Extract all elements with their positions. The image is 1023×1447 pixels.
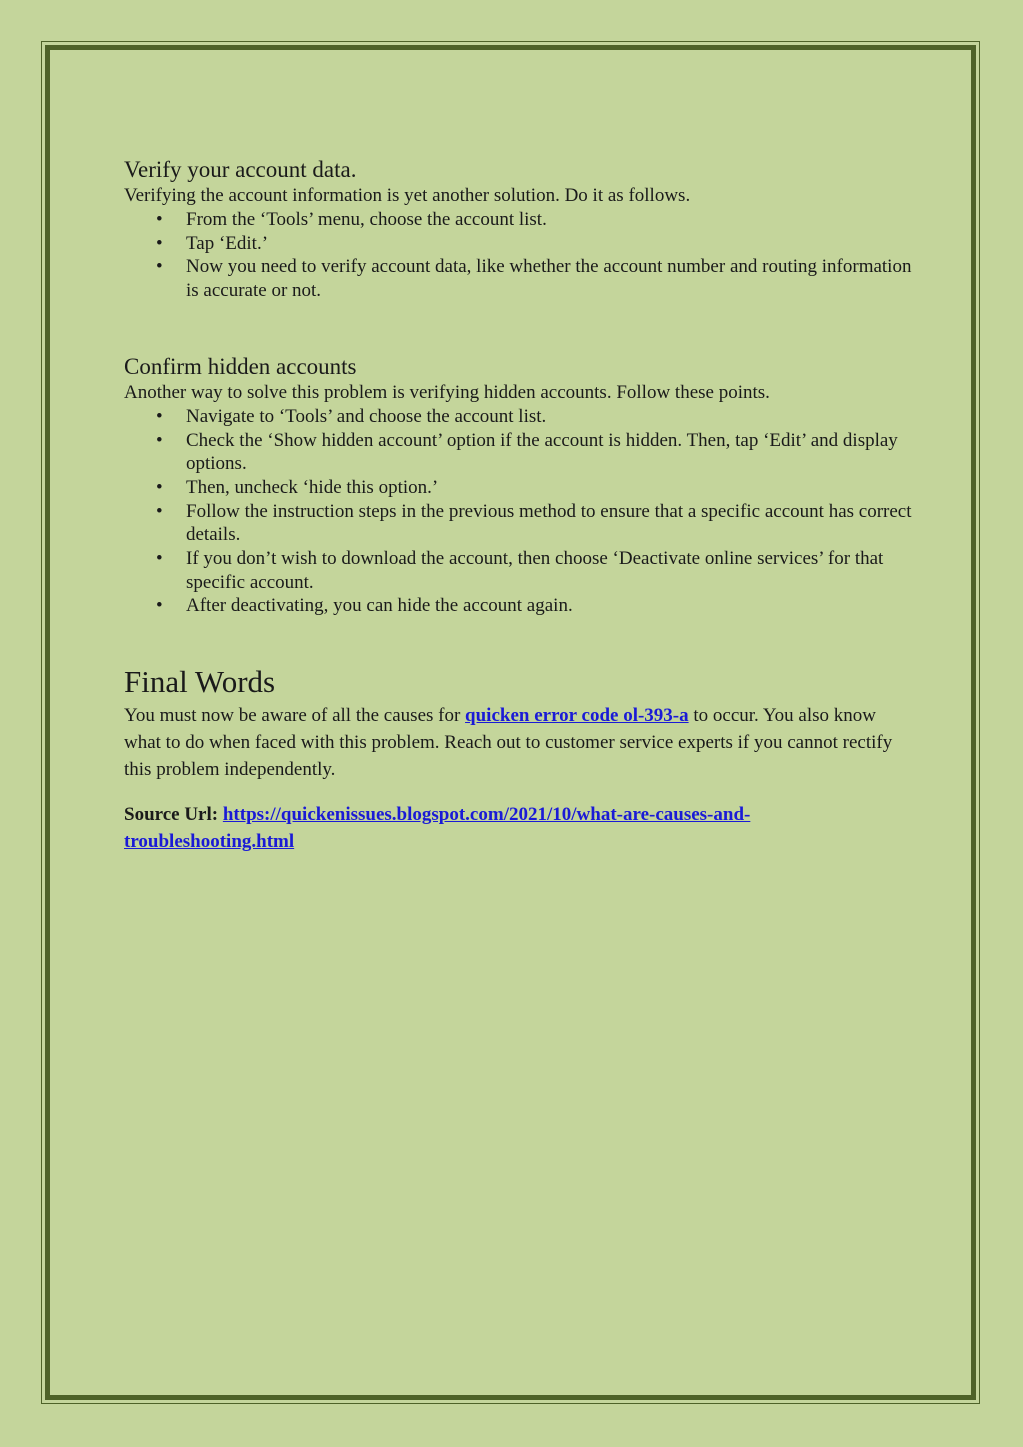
bullet-icon: •: [156, 405, 163, 427]
final-text-start: You must now be aware of all the causes for: [124, 705, 466, 727]
list-item: [124, 232, 914, 256]
bullet-icon: •: [156, 476, 163, 498]
bullet-icon: •: [156, 500, 163, 522]
final-paragraph: [124, 702, 914, 783]
list-item-text: Check the ‘Show hidden account’ option if the account is hidden. Then, tap ‘Edit’ and display options.: [186, 429, 898, 475]
document-content: [124, 156, 914, 855]
bullet-list: [124, 208, 914, 303]
section-heading: Verify your account data.: [124, 157, 357, 182]
source-url-line: [124, 801, 914, 855]
final-words-heading: Final Words: [124, 664, 276, 700]
section-intro: Verifying the account information is yet another solution. Do it as follows.: [124, 185, 691, 206]
bullet-icon: •: [156, 548, 163, 570]
list-item-text: Tap ‘Edit.’: [186, 232, 269, 254]
list-item: [124, 594, 914, 618]
bullet-list: [124, 405, 914, 618]
section-verify-account: [124, 156, 914, 303]
list-item-text: Navigate to ‘Tools’ and choose the account list.: [186, 405, 547, 427]
list-item: [124, 208, 914, 232]
list-item: [124, 500, 914, 547]
list-item: [124, 547, 914, 594]
bullet-icon: •: [156, 209, 163, 230]
final-text-end: to occur. You also know what to do when faced with this problem. Reach out to customer service experts if you cannot rectify this problem independently.: [124, 705, 893, 781]
list-item-text: From the ‘Tools’ menu, choose the account list.: [186, 209, 547, 230]
source-url-label: Source Url:: [124, 804, 223, 826]
list-item-text: Now you need to verify account data, like whether the account number and routing information is accurate or not.: [186, 256, 912, 302]
list-item: [124, 255, 914, 302]
bullet-icon: •: [156, 429, 163, 451]
bullet-icon: •: [156, 256, 163, 278]
list-item-text: If you don’t wish to download the account, then choose ‘Deactivate online services’ for that specific account.: [186, 548, 884, 593]
list-item: [124, 429, 914, 476]
section-hidden-accounts: [124, 353, 914, 618]
list-item-text: After deactivating, you can hide the account again.: [186, 595, 573, 617]
bullet-icon: •: [156, 595, 163, 617]
list-item-text: Then, uncheck ‘hide this option.’: [186, 476, 439, 498]
section-final-words: [124, 664, 914, 855]
source-url-link[interactable]: https://quickenissues.blogspot.com/2021/10/what-are-causes-and-troubleshooting.html: [124, 804, 751, 853]
bullet-icon: •: [156, 232, 163, 254]
list-item: [124, 405, 914, 429]
section-heading: Confirm hidden accounts: [124, 353, 357, 379]
list-item-text: Follow the instruction steps in the previous method to ensure that a specific account has correct details.: [186, 500, 912, 546]
section-intro: Another way to solve this problem is verifying hidden accounts. Follow these points.: [124, 381, 770, 403]
error-code-link[interactable]: quicken error code ol-393-a: [465, 705, 689, 727]
list-item: [124, 476, 914, 500]
